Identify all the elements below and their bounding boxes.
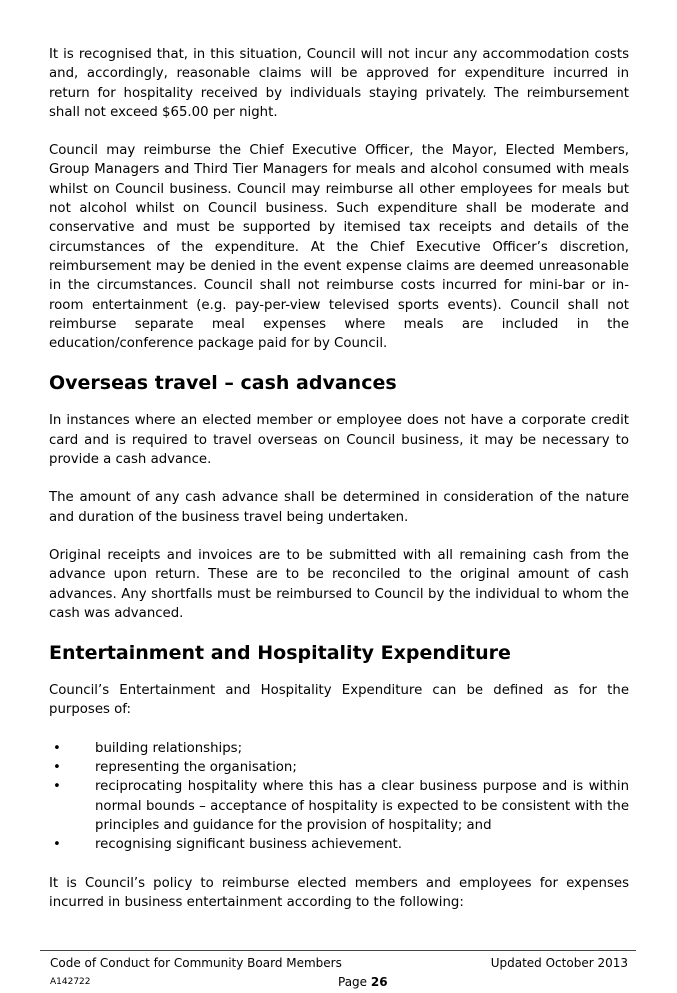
footer-updated: Updated October 2013 [490,956,628,970]
bullet-icon: • [53,837,61,853]
bullet-icon: • [53,740,61,756]
list-item: • recognising significant business achievement. [49,835,629,854]
purposes-list [49,739,629,855]
document-body [49,45,629,912]
list-item: • building relationships; [49,739,629,758]
footer-doc-id: A142722 [50,977,91,987]
bullet-icon: • [53,760,61,776]
footer-title: Code of Conduct for Community Board Members [50,956,342,970]
page-number: Page 26 [338,975,388,989]
heading-entertainment: Entertainment and Hospitality Expenditure [49,642,511,665]
paragraph-meals: Council may reimburse the Chief Executive Officer, the Mayor, Elected Members, Group Managers and Third Tier Managers for meals and alcohol consumed with meals whilst on Council business. Council may reimburse all other employees for meals but not alcohol whilst on Council business. Such expenditure shall be moderate and conservative and must be supported by itemised tax receipts and details of the circumstances of the expenditure. At the Chief Executive Officer’s discretion, reimbursement may be denied in the event expense claims are deemed unreasonable in the circumstances. Council shall not reimburse costs incurred for mini-bar or in-room entertainment (e.g. pay-per-view televised sports events). Council shall not reimburse separate meal expenses where meals are included in the education/conference package paid for by Council. [49,143,629,352]
paragraph-policy: It is Council’s policy to reimburse elected members and employees for expenses incurred in business entertainment according to the following: [49,875,629,910]
list-item: • representing the organisation; [49,758,629,777]
paragraph-cash-advance-intro: In instances where an elected member or employee does not have a corporate credit card and is required to travel overseas on Council business, it may be necessary to provide a cash advance. [49,413,629,468]
bullet-icon: • [53,779,61,795]
heading-overseas-travel: Overseas travel – cash advances [49,372,397,395]
footer-divider [40,950,636,951]
paragraph-accommodation: It is recognised that, in this situation, Council will not incur any accommodation costs and, accordingly, reasonable claims will be approved for expenditure incurred in return for hospitality received by individuals staying privately. The reimbursement shall not exceed $65.00 per night. [49,47,629,120]
paragraph-entertainment-definition: Council’s Entertainment and Hospitality Expenditure can be defined as for the purposes of: [49,683,629,718]
paragraph-cash-advance-receipts: Original receipts and invoices are to be submitted with all remaining cash from the advance upon return. These are to be reconciled to the original amount of cash advances. Any shortfalls must be reimbursed to Council by the individual to whom the cash was advanced. [49,547,629,621]
paragraph-cash-advance-amount: The amount of any cash advance shall be determined in consideration of the nature and duration of the business travel being undertaken. [49,490,629,525]
list-item: • reciprocating hospitality where this has a clear business purpose and is within normal bounds – acceptance of hospitality is expected to be consistent with the principles and guidance for the provision of hospitality; and [53,779,629,833]
